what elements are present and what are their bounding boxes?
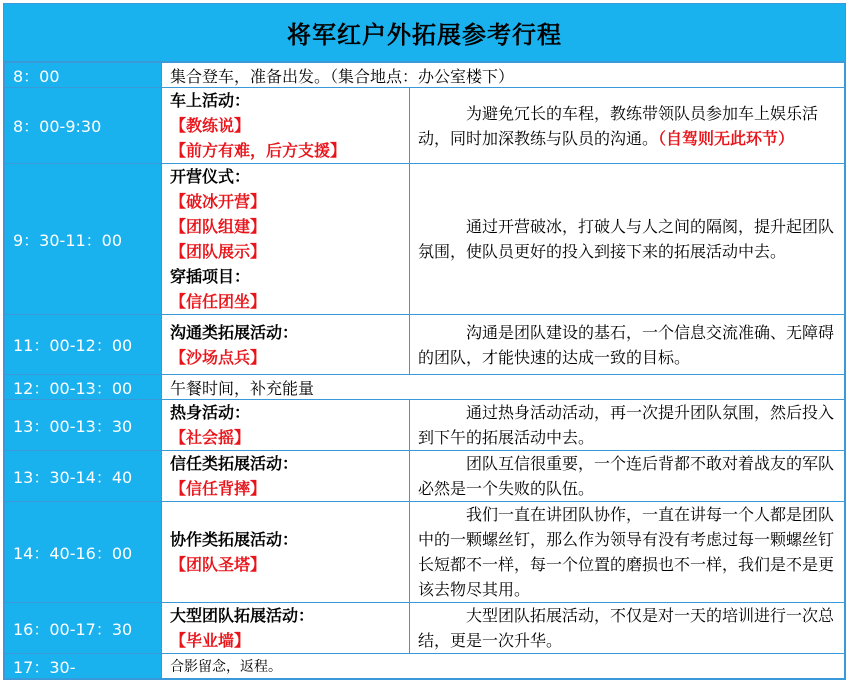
activity-cell bbox=[162, 502, 410, 603]
description-cell bbox=[410, 315, 845, 375]
activity-item: 【团队圣塔】 bbox=[170, 555, 267, 574]
description-cell bbox=[410, 88, 845, 164]
activity-item: 【团队展示】 bbox=[170, 242, 267, 261]
activity-heading: 大型团队拓展活动： bbox=[170, 606, 315, 625]
activity-cell bbox=[162, 603, 410, 654]
description-cell bbox=[410, 451, 845, 502]
table-row bbox=[5, 451, 845, 502]
description-cell bbox=[410, 502, 845, 603]
activity-item: 【前方有难，后方支援】 bbox=[170, 141, 347, 160]
self-drive-note: （自驾则无此环节） bbox=[658, 128, 795, 148]
description-text: 通过热身活动活动，再一次提升团队氛围，然后投入到下午的拓展活动中去。 bbox=[418, 403, 835, 447]
table-row bbox=[5, 375, 845, 400]
description-text: 为避免冗长的车程，教练带领队员参加车上娱乐活动，同时加深教练与队员的沟通。（自驾则无此环节） bbox=[418, 103, 819, 148]
time-cell: 8：00 bbox=[5, 63, 162, 88]
activity-heading: 协作类拓展活动： bbox=[170, 530, 299, 549]
activity-item: 【沙场点兵】 bbox=[170, 347, 267, 367]
table-row bbox=[5, 400, 845, 451]
description-cell bbox=[410, 400, 845, 451]
activity-heading: 开营仪式： bbox=[170, 167, 251, 186]
title-bar bbox=[4, 4, 845, 62]
description-text: 大型团队拓展活动，不仅是对一天的培训进行一次总结，更是一次升华。 bbox=[418, 606, 835, 650]
table-row bbox=[5, 164, 845, 315]
table-row bbox=[5, 603, 845, 654]
activity-item: 【教练说】 bbox=[170, 116, 251, 135]
description-text: 沟通是团队建设的基石，一个信息交流准确、无障碍的团队，才能快速的达成一致的目标。 bbox=[418, 322, 835, 367]
activity-heading: 穿插项目： bbox=[170, 267, 251, 286]
time-cell: 14：40-16：00 bbox=[5, 502, 162, 603]
row-text: 午餐时间，补充能量 bbox=[162, 375, 845, 400]
time-cell: 11：00-12：00 bbox=[5, 315, 162, 375]
table-row bbox=[5, 502, 845, 603]
row-text: 合影留念，返程。 bbox=[162, 654, 845, 679]
description-cell bbox=[410, 164, 845, 315]
description-text: 通过开营破冰，打破人与人之间的隔阂，提升起团队氛围，使队员更好的投入到接下来的拓展活动中去。 bbox=[418, 217, 835, 261]
time-cell: 9：30-11：00 bbox=[5, 164, 162, 315]
time-cell: 13：00-13：30 bbox=[5, 400, 162, 451]
activity-item: 【社会摇】 bbox=[170, 428, 251, 447]
table-row bbox=[5, 63, 845, 88]
time-cell: 17：30- bbox=[5, 654, 162, 679]
activity-item: 【信任团坐】 bbox=[170, 292, 267, 311]
page-title: 将军红户外拓展参考行程 bbox=[287, 21, 562, 49]
activity-cell bbox=[162, 315, 410, 375]
activity-heading: 信任类拓展活动： bbox=[170, 454, 299, 473]
table-row bbox=[5, 88, 845, 164]
activity-cell bbox=[162, 88, 410, 164]
itinerary-table bbox=[4, 62, 845, 679]
activity-item: 【毕业墙】 bbox=[170, 631, 251, 650]
activity-heading: 沟通类拓展活动： bbox=[170, 322, 299, 342]
activity-heading: 车上活动： bbox=[170, 91, 251, 110]
activity-cell bbox=[162, 400, 410, 451]
itinerary-frame bbox=[3, 3, 846, 680]
time-cell: 13：30-14：40 bbox=[5, 451, 162, 502]
time-cell: 8：00-9:30 bbox=[5, 88, 162, 164]
activity-cell bbox=[162, 164, 410, 315]
table-row bbox=[5, 654, 845, 679]
activity-item: 【破冰开营】 bbox=[170, 192, 267, 211]
activity-item: 【信任背摔】 bbox=[170, 479, 267, 498]
activity-cell bbox=[162, 451, 410, 502]
row-text: 集合登车，准备出发。（集合地点：办公室楼下） bbox=[162, 63, 845, 88]
description-text: 团队互信很重要，一个连后背都不敢对着战友的军队必然是一个失败的队伍。 bbox=[418, 454, 835, 498]
description-text: 我们一直在讲团队协作，一直在讲每一个人都是团队中的一颗螺丝钉，那么作为领导有没有考虑过每一颗螺丝钉长短都不一样，每一个位置的磨损也不一样，我们是不是更该去物尽其用。 bbox=[418, 505, 835, 599]
time-cell: 16：00-17：30 bbox=[5, 603, 162, 654]
table-row bbox=[5, 315, 845, 375]
description-cell bbox=[410, 603, 845, 654]
activity-heading: 热身活动： bbox=[170, 403, 251, 422]
time-cell: 12：00-13：00 bbox=[5, 375, 162, 400]
activity-item: 【团队组建】 bbox=[170, 217, 267, 236]
